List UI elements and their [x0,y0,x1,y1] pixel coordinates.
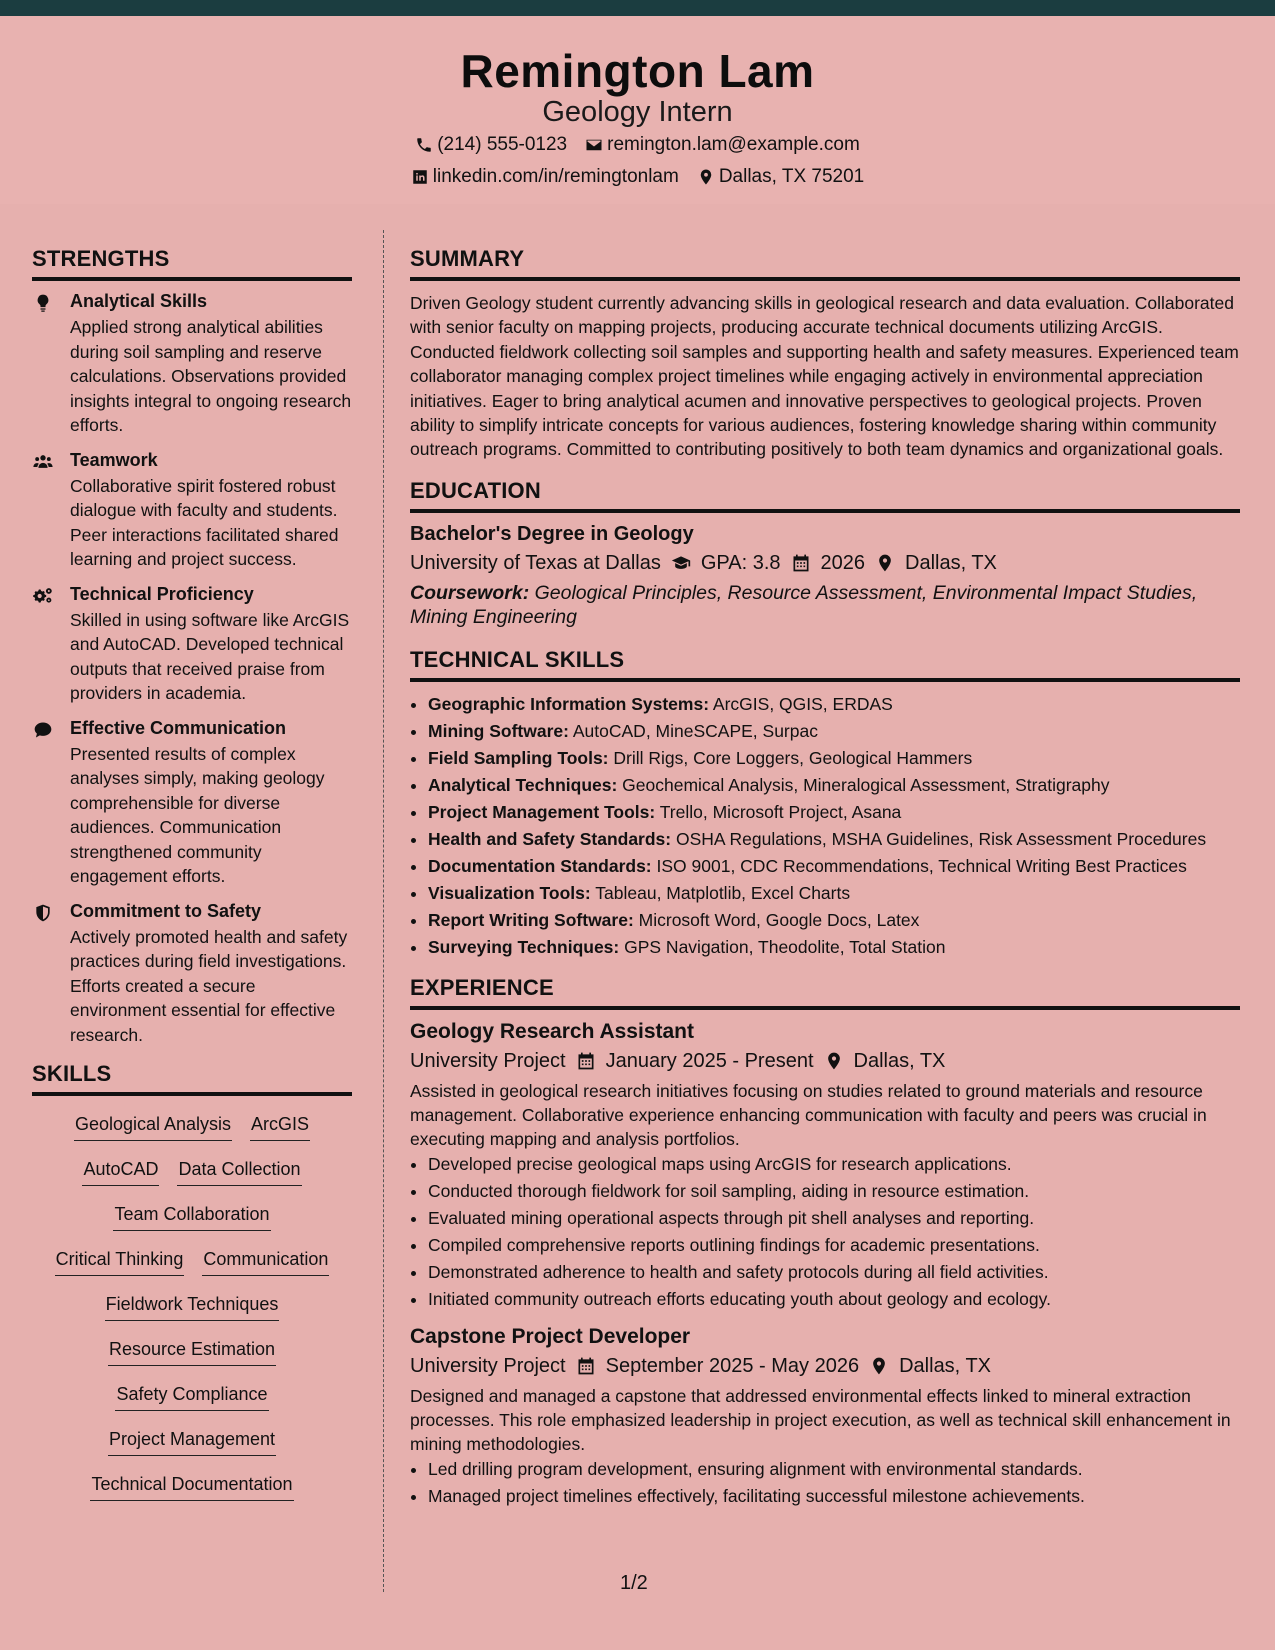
candidate-name: Remington Lam [460,45,815,97]
skills-list [32,1110,352,1519]
left-column [32,246,352,1519]
skill-row [32,1114,352,1159]
location-text: Dallas, TX 75201 [718,166,865,187]
technical-skill-item: • Visualization Tools: Tableau, Matplotlib, Excel Charts [428,881,1240,905]
strength-item [32,584,352,706]
coursework [410,581,1240,629]
job-org: University Project [410,1354,566,1377]
coursework-label: Coursework: [410,581,530,604]
skill-row [32,1474,352,1519]
job-meta [410,1355,1240,1378]
skill-tag: Communication [202,1249,329,1276]
skill-tag: AutoCAD [82,1159,159,1186]
strength-desc: Applied strong analytical abilities during soil sampling and reserve calculations. Observations provided insights integral to ongoing research efforts. [70,317,352,435]
experience-entry [410,1020,1240,1311]
strengths-heading: STRENGTHS [32,246,352,281]
linkedin-text: linkedin.com/in/remingtonlam [432,166,679,187]
linkedin-icon [411,168,429,186]
job-bullet: • Demonstrated adherence to health and safety protocols during all field activities. [428,1260,1240,1284]
job-meta [410,1050,1240,1073]
technical-skill-item: • Mining Software: AutoCAD, MineSCAPE, Surpac [428,719,1240,743]
shield-icon [32,903,54,923]
strength-title: Commitment to Safety [70,900,262,921]
technical-skill-item: • Health and Safety Standards: OSHA Regulations, MSHA Guidelines, Risk Assessment Procedures [428,827,1240,851]
phone-icon [415,136,433,154]
skill-tag: Fieldwork Techniques [105,1294,280,1321]
gpa-text: GPA: 3.8 [700,551,781,574]
lightbulb-icon [32,293,54,313]
contact-linkedin[interactable] [411,166,679,188]
job-dates: January 2025 - Present [605,1049,814,1072]
calendar-icon [576,1051,596,1071]
job-title: Geology Research Assistant [410,1019,694,1043]
strength-desc: Collaborative spirit fostered robust dialogue with faculty and students. Peer interactions facilitated shared learning and project success. [70,475,339,569]
map-pin-icon [824,1051,844,1071]
skill-tag: ArcGIS [250,1114,310,1141]
strength-title: Technical Proficiency [70,583,254,604]
education-heading: EDUCATION [410,478,1240,513]
summary-heading: SUMMARY [410,246,1240,281]
job-org: University Project [410,1049,566,1072]
job-location: Dallas, TX [899,1354,991,1377]
experience-entry [410,1325,1240,1508]
education-meta [410,552,1240,575]
coursework-list: Geological Principles, Resource Assessment, Environmental Impact Studies, Mining Engineering [410,581,1198,628]
summary-text: Driven Geology student currently advancing skills in geological research and data evaluation. Collaborated with senior faculty on mapping projects, producing accurate technical documents utilizing ArcGIS. Conducted fieldwork collecting soil samples and supporting health and safety measures. Experienced team collaborator managing complex project timelines while engaging actively in environmental appreciation initiatives. Eager to bring analytical acumen and innovative perspectives to geological projects. Proven ability to simplify intricate concepts for various audiences, fostering knowledge sharing within community outreach programs. Committed to contributing positively to both team dynamics and organizational goals. [410,293,1239,460]
right-column [410,246,1240,1522]
job-bullets [410,1152,1240,1311]
job-title: Geology Intern [542,96,733,128]
page-number: 1/2 [620,1572,648,1594]
job-bullet: • Initiated community outreach efforts educating youth about geology and ecology. [428,1287,1240,1311]
contact-row-2 [0,166,1275,188]
technical-skills-list [410,692,1240,959]
strength-item [32,901,352,1048]
job-description: Designed and managed a capstone that addressed environmental effects linked to mineral extraction processes. This role emphasized leadership in project execution, as well as technical skill enhancement in mining methodologies. [410,1385,1231,1455]
map-pin-icon [875,553,895,573]
job-bullet: • Managed project timelines effectively, facilitating successful milestone achievements. [428,1484,1240,1508]
skill-row [32,1384,352,1429]
job-bullets [410,1457,1240,1508]
strength-title: Analytical Skills [70,291,208,311]
comment-icon [32,720,54,740]
school-location: Dallas, TX [905,551,997,574]
strength-item [32,718,352,889]
job-bullet: • Developed precise geological maps using ArcGIS for research applications. [428,1152,1240,1176]
skill-tag: Resource Estimation [108,1339,276,1366]
strength-desc: Actively promoted health and safety practices during field investigations. Efforts created a secure environment essential for effective research. [70,926,348,1045]
map-pin-icon [869,1356,889,1376]
technical-skills-heading: TECHNICAL SKILLS [410,647,1240,682]
skill-row [32,1339,352,1384]
technical-skill-item: • Report Writing Software: Microsoft Word, Google Docs, Latex [428,908,1240,932]
technical-skill-item: • Field Sampling Tools: Drill Rigs, Core Loggers, Geological Hammers [428,746,1240,770]
calendar-icon [791,553,811,573]
users-icon [32,452,54,472]
graduation-cap-icon [671,553,691,573]
contact-location [697,166,864,188]
job-description: Assisted in geological research initiatives focusing on studies related to ground materials and resource management. Collaborative experience enhancing communication with faculty and peers was crucial in executing mapping and analysis portfolios. [410,1080,1207,1150]
technical-skill-item: • Surveying Techniques: GPS Navigation, Theodolite, Total Station [428,935,1240,959]
skill-tag: Geological Analysis [74,1114,232,1141]
gears-icon [32,586,54,606]
phone-text: (214) 555-0123 [437,134,568,155]
strength-desc: Skilled in using software like ArcGIS and AutoCAD. Developed technical outputs that received praise from providers in academia. [70,609,350,703]
calendar-icon [576,1356,596,1376]
technical-skill-item: • Analytical Techniques: Geochemical Analysis, Mineralogical Assessment, Stratigraphy [428,773,1240,797]
job-bullet: • Led drilling program development, ensuring alignment with environmental standards. [428,1457,1240,1481]
job-bullet: • Conducted thorough fieldwork for soil sampling, aiding in resource estimation. [428,1179,1240,1203]
skill-tag: Safety Compliance [115,1384,268,1411]
skill-tag: Project Management [108,1429,276,1456]
degree-name: Bachelor's Degree in Geology [410,522,694,545]
technical-skill-item: • Project Management Tools: Trello, Microsoft Project, Asana [428,800,1240,824]
email-text: remington.lam@example.com [607,134,860,155]
contact-phone[interactable] [415,134,567,156]
skill-row [32,1204,352,1249]
skill-row [32,1159,352,1204]
skill-tag: Technical Documentation [90,1474,293,1501]
skill-row [32,1429,352,1474]
resume-header [0,16,1275,204]
job-bullet: • Evaluated mining operational aspects through pit shell analyses and reporting. [428,1206,1240,1230]
column-divider [383,230,384,1592]
strength-item [32,291,352,438]
experience-heading: EXPERIENCE [410,975,1240,1010]
strength-title: Teamwork [70,449,158,470]
contact-row-1 [0,134,1275,156]
graduation-year: 2026 [820,551,866,574]
skill-tag: Team Collaboration [113,1204,270,1231]
map-pin-icon [697,168,715,186]
job-location: Dallas, TX [853,1049,946,1072]
envelope-icon [585,136,603,154]
skill-row [32,1249,352,1294]
technical-skill-item: • Geographic Information Systems: ArcGIS, QGIS, ERDAS [428,692,1240,716]
skill-row [32,1294,352,1339]
skills-heading: SKILLS [32,1061,352,1096]
job-bullet: • Compiled comprehensive reports outlining findings for academic presentations. [428,1233,1240,1257]
job-dates: September 2025 - May 2026 [605,1354,860,1377]
contact-email[interactable] [585,134,860,156]
strength-desc: Presented results of complex analyses simply, making geology comprehensible for diverse audiences. Communication strengthened community engagement efforts. [70,743,325,886]
strength-item [32,450,352,572]
technical-skill-item: • Documentation Standards: ISO 9001, CDC Recommendations, Technical Writing Best Practices [428,854,1240,878]
skill-tag: Critical Thinking [55,1249,185,1276]
skill-tag: Data Collection [177,1159,301,1186]
job-title: Capstone Project Developer [410,1324,691,1348]
school-name: University of Texas at Dallas [410,551,661,574]
strength-title: Effective Communication [70,717,287,738]
top-accent-bar [0,0,1275,16]
